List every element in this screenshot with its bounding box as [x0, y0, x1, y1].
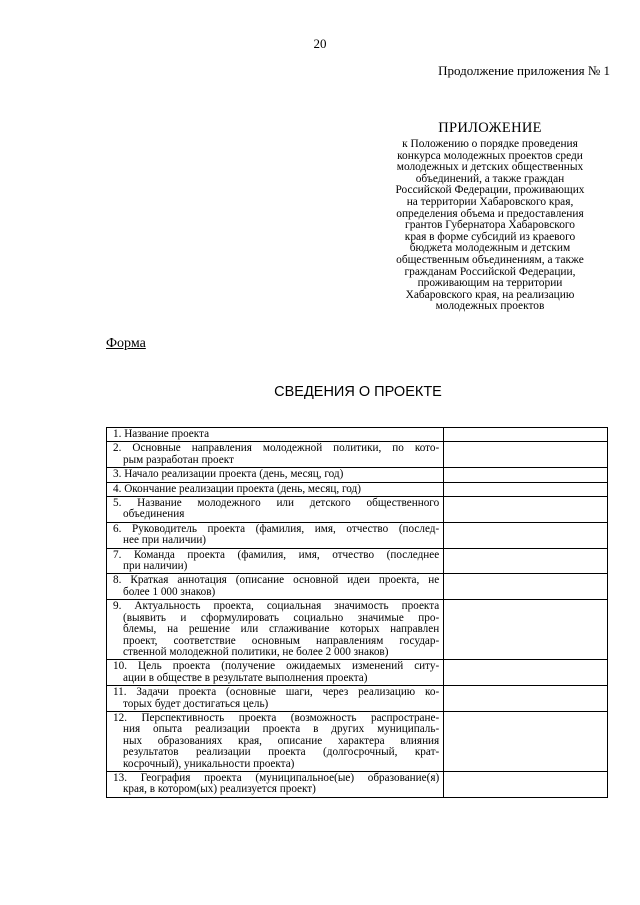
- appendix-line: к Положению о порядке проведения: [402, 138, 578, 150]
- table-row: [107, 468, 608, 482]
- question-line: торых будет достигаться цель): [123, 697, 269, 710]
- question-line: более 1 000 знаков): [123, 585, 216, 598]
- appendix-continuation: Продолжение приложения № 1: [438, 63, 610, 78]
- table-row: [107, 497, 608, 523]
- question-line: косрочный), уникальности проекта): [123, 757, 295, 770]
- appendix-line: молодежных проектов: [435, 300, 545, 313]
- table-row: [107, 600, 608, 660]
- question-line: 2. Основные направления молодежной политики, по кото-: [113, 442, 440, 455]
- appendix-line: бюджета молодежным и детским: [409, 242, 571, 255]
- question-cell: [107, 497, 444, 523]
- answer-cell[interactable]: [444, 711, 608, 771]
- answer-cell[interactable]: [444, 574, 608, 600]
- question-cell: [107, 771, 444, 797]
- question-cell: [107, 548, 444, 574]
- question-line: 4. Окончание реализации проекта (день, месяц, год): [113, 482, 361, 495]
- table-row: [107, 711, 608, 771]
- question-cell: [107, 600, 444, 660]
- question-line: 10. Цель проекта (получение ожидаемых изменений ситу-: [113, 660, 440, 673]
- question-line: 12. Перспективность проекта (возможность распростране-: [113, 711, 440, 724]
- table-row: [107, 428, 608, 442]
- question-cell: [107, 482, 444, 496]
- question-line: ния опыта реализации проекта в других муниципаль-: [123, 723, 440, 736]
- table-row: [107, 686, 608, 712]
- table-row: [107, 442, 608, 468]
- question-line: 11. Задачи проекта (основные шаги, через реализацию ко-: [113, 686, 440, 699]
- question-line: при наличии): [123, 560, 188, 573]
- appendix-line: гражданам Российской Федерации,: [404, 265, 576, 278]
- table-row: [107, 482, 608, 496]
- question-cell: [107, 468, 444, 482]
- question-line: 5. Название молодежного или детского общественного: [113, 497, 440, 510]
- question-cell: [107, 686, 444, 712]
- question-cell: [107, 574, 444, 600]
- table-row: [107, 522, 608, 548]
- answer-cell[interactable]: [444, 600, 608, 660]
- appendix-line: Хабаровского края, на реализацию: [405, 288, 575, 301]
- question-line: объединения: [123, 508, 185, 521]
- question-line: 7. Команда проекта (фамилия, имя, отчество (последнее: [113, 548, 440, 561]
- question-line: 3. Начало реализации проекта (день, месяц, год): [113, 468, 344, 481]
- question-line: 8. Краткая аннотация (описание основной идеи проекта, не: [113, 574, 440, 587]
- page-number: 20: [313, 36, 327, 51]
- appendix-line: молодежных и детских общественных: [396, 161, 584, 174]
- answer-cell[interactable]: [444, 468, 608, 482]
- question-line: ации в обществе в результате выполнения проекта): [123, 671, 368, 684]
- table-row: [107, 548, 608, 574]
- document-heading: СВЕДЕНИЯ О ПРОЕКТЕ: [274, 384, 442, 400]
- answer-cell[interactable]: [444, 497, 608, 523]
- question-line: результатов реализации проекта (долгосрочный, крат-: [123, 746, 440, 759]
- appendix-line: грантов Губернатора Хабаровского: [405, 219, 575, 232]
- appendix-description: [384, 139, 596, 313]
- question-line: блемы, на решение или сглаживание которых направлен: [123, 623, 440, 636]
- question-line: ственной молодежной политики, не более 2 000 знаков): [123, 645, 389, 658]
- question-line: края, в котором(ых) реализуется проект): [123, 783, 316, 796]
- appendix-line: объединений, а также граждан: [415, 172, 565, 185]
- question-line: 13. География проекта (муниципальное(ые) образование(я): [113, 771, 440, 784]
- question-line: (выявить и сформулировать социально значимые про-: [123, 611, 440, 624]
- question-cell: [107, 660, 444, 686]
- table-row: [107, 574, 608, 600]
- question-line: 9. Актуальность проекта, социальная значимость проекта: [113, 600, 440, 613]
- appendix-line: проживающим на территории: [417, 277, 563, 290]
- appendix-line: общественным объединениям, а также: [396, 253, 584, 266]
- appendix-line: Российской Федерации, проживающих: [395, 184, 585, 197]
- question-line: 6. Руководитель проекта (фамилия, имя, отчество (послед-: [113, 522, 440, 535]
- question-line: рым разработан проект: [123, 453, 234, 466]
- question-line: ных образованиях края, описание характера влияния: [123, 734, 440, 747]
- question-cell: [107, 428, 444, 442]
- form-label: Форма: [106, 336, 146, 351]
- answer-cell[interactable]: [444, 442, 608, 468]
- appendix-line: конкурса молодежных проектов среди: [397, 149, 583, 162]
- answer-cell[interactable]: [444, 771, 608, 797]
- answer-cell[interactable]: [444, 660, 608, 686]
- appendix-line: на территории Хабаровского края,: [406, 195, 574, 208]
- appendix-line: края в форме субсидий из краевого: [404, 230, 576, 243]
- question-cell: [107, 711, 444, 771]
- question-line: проект, соответствие основным направлениям государ-: [123, 634, 440, 647]
- answer-cell[interactable]: [444, 482, 608, 496]
- answer-cell[interactable]: [444, 522, 608, 548]
- table-row: [107, 660, 608, 686]
- project-info-table: [106, 427, 608, 798]
- question-cell: [107, 522, 444, 548]
- question-cell: [107, 442, 444, 468]
- table-row: [107, 771, 608, 797]
- answer-cell[interactable]: [444, 428, 608, 442]
- appendix-title: ПРИЛОЖЕНИЕ: [438, 120, 542, 136]
- question-line: 1. Название проекта: [113, 428, 210, 440]
- answer-cell[interactable]: [444, 686, 608, 712]
- appendix-line: определения объема и предоставления: [396, 207, 584, 220]
- answer-cell[interactable]: [444, 548, 608, 574]
- question-line: нее при наличии): [123, 534, 207, 547]
